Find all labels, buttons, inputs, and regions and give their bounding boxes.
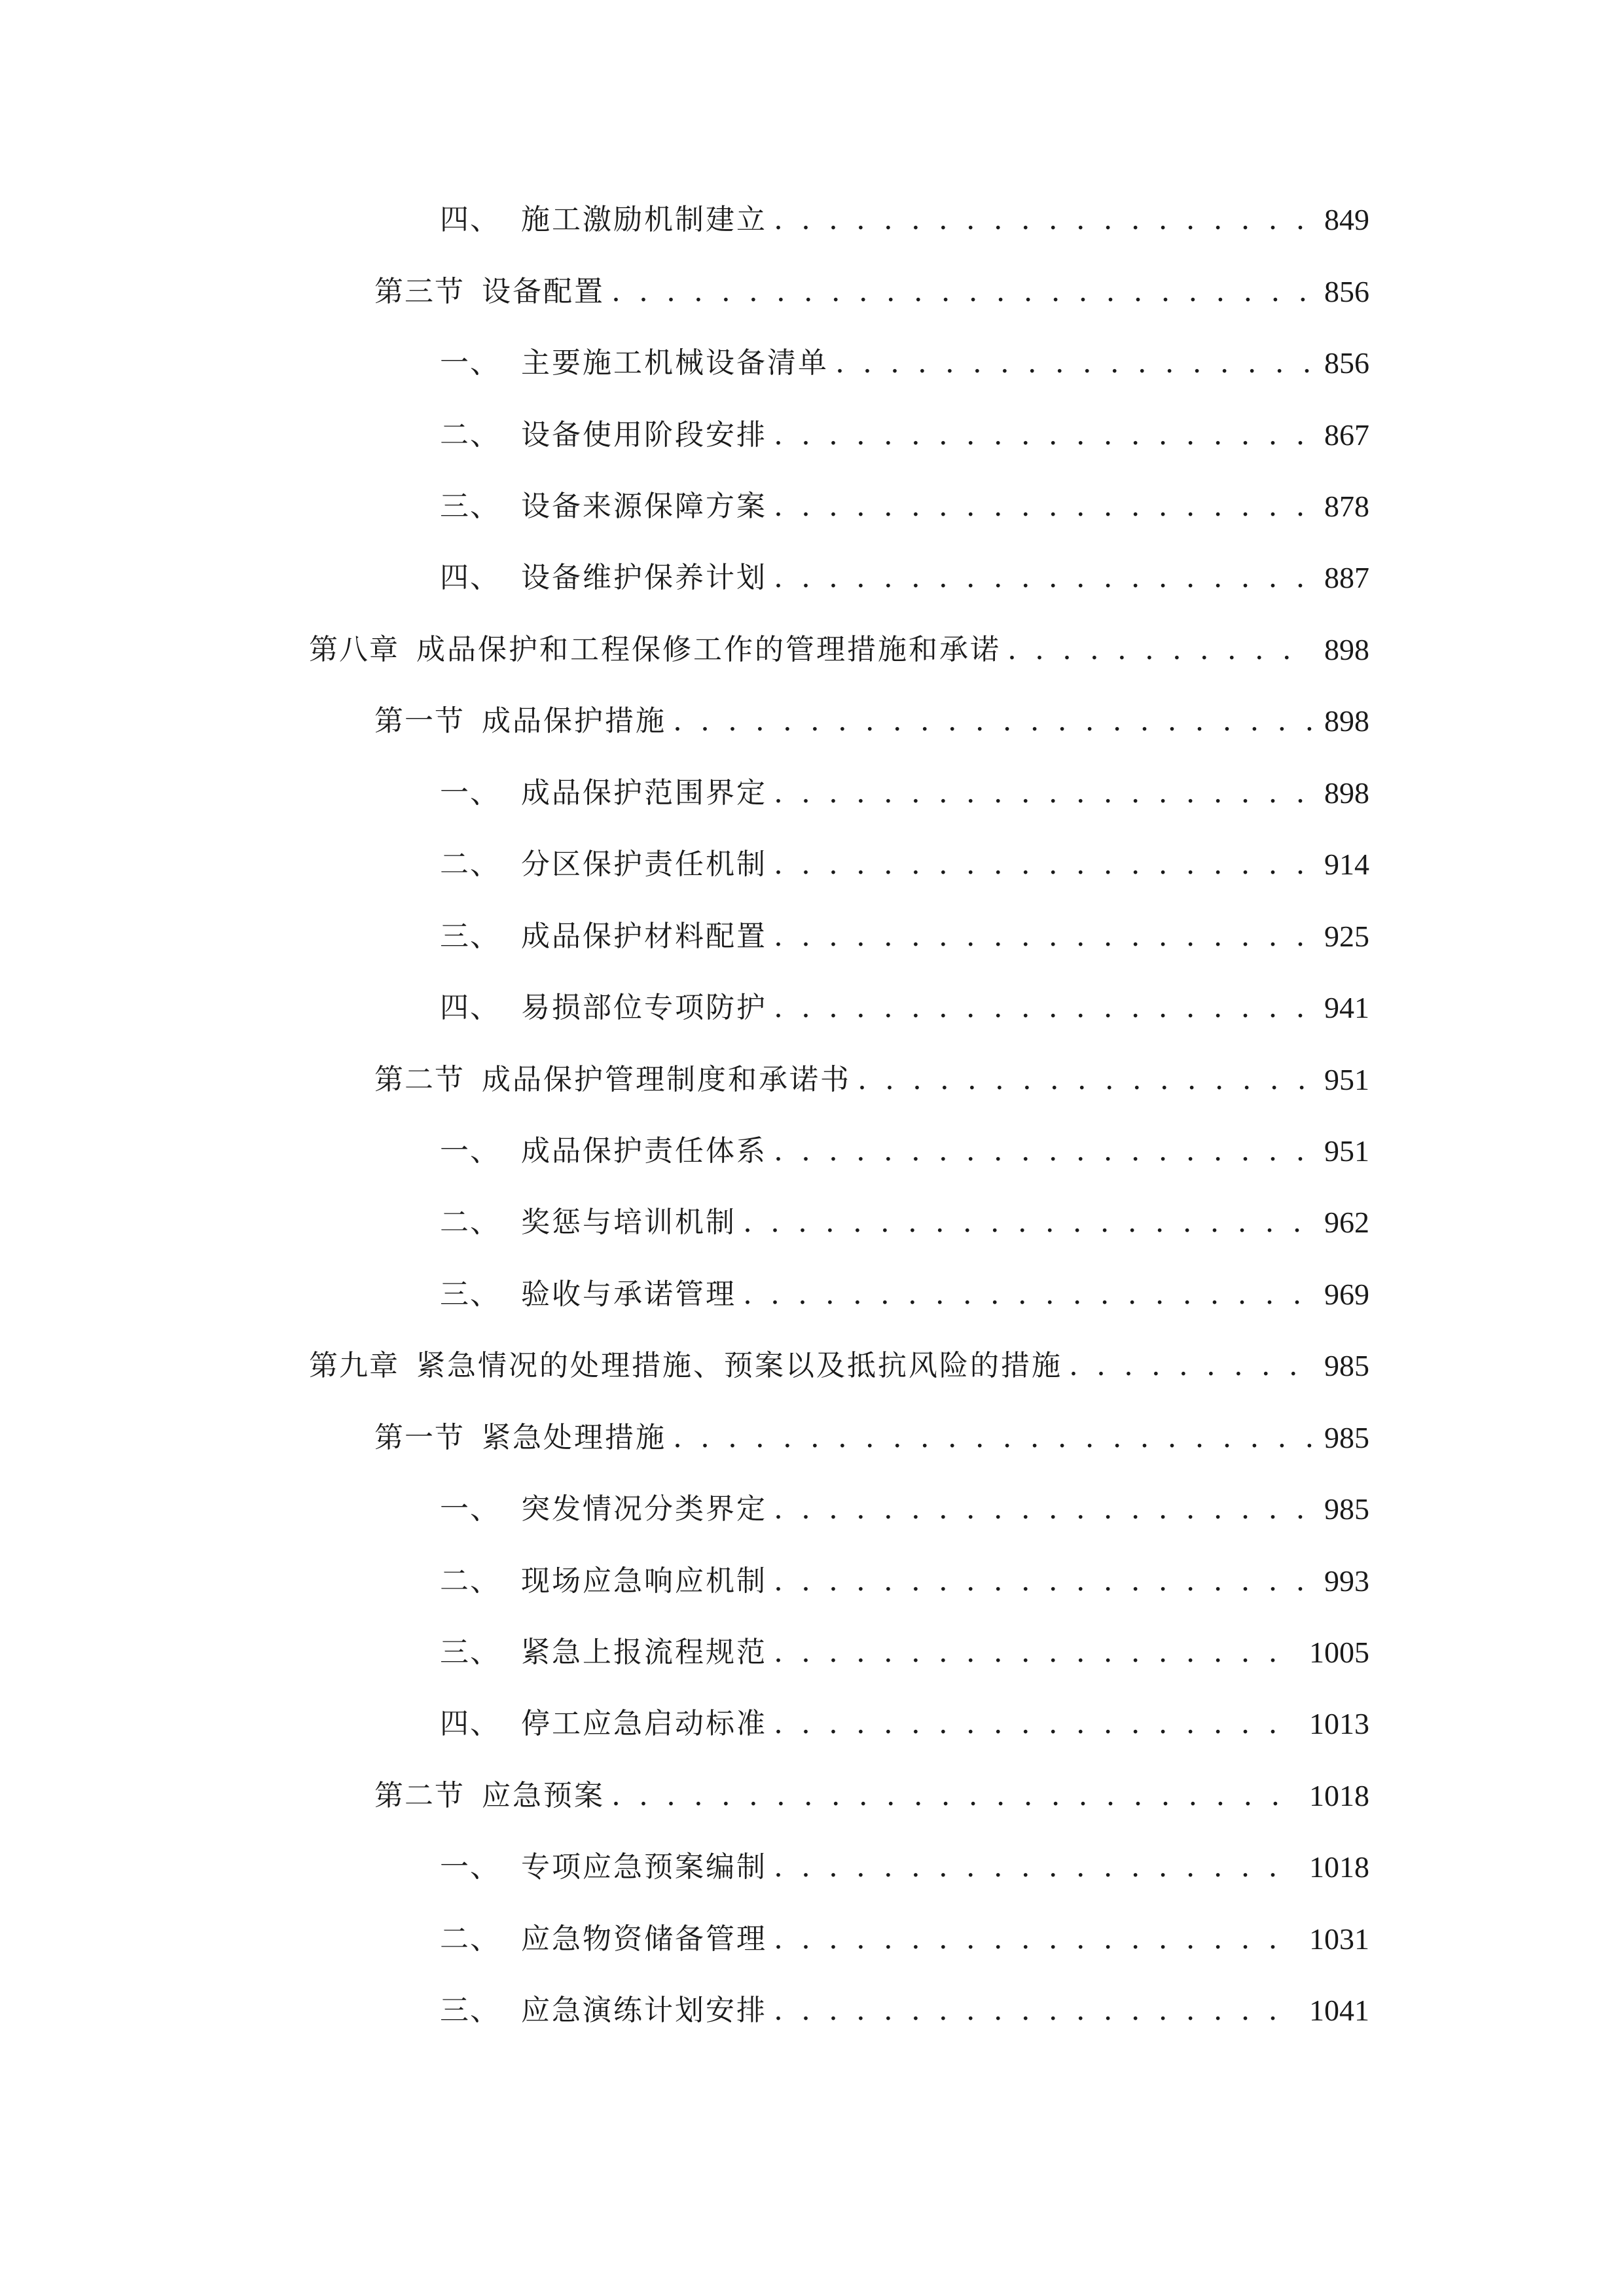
toc-entry-title: 设备配置 xyxy=(482,275,605,308)
toc-entry[interactable] xyxy=(374,1412,1369,1464)
toc-entry-number: 一、 xyxy=(440,1134,500,1168)
toc-entry-number: 一、 xyxy=(440,1850,500,1884)
toc-entry[interactable] xyxy=(440,982,1369,1034)
toc-entry[interactable] xyxy=(440,337,1369,389)
toc-entry[interactable] xyxy=(440,1841,1369,1893)
toc-entry-page: 867 xyxy=(1324,418,1369,452)
toc-entry-title: 施工激励机制建立 xyxy=(521,203,767,236)
toc-dot-leader xyxy=(774,982,1312,1034)
toc-entry-title: 停工应急启动标准 xyxy=(521,1707,767,1740)
toc-entry-number: 一、 xyxy=(440,346,500,380)
toc-entry-number: 四、 xyxy=(440,1707,500,1740)
toc-entry-page: 878 xyxy=(1324,490,1369,523)
toc-entry[interactable] xyxy=(374,266,1369,318)
toc-dot-leader xyxy=(774,552,1312,604)
toc-entry-number: 一、 xyxy=(440,1492,500,1526)
toc-entry-title: 分区保护责任机制 xyxy=(521,848,767,881)
toc-dot-leader xyxy=(774,910,1312,963)
toc-entry[interactable] xyxy=(440,767,1369,819)
toc-entry-page: 898 xyxy=(1324,776,1369,810)
toc-entry[interactable] xyxy=(374,695,1369,747)
toc-dot-leader xyxy=(774,838,1312,891)
toc-dot-leader xyxy=(673,695,1312,747)
toc-entry-number: 三、 xyxy=(440,1278,500,1311)
toc-entry-title: 成品保护责任体系 xyxy=(521,1134,767,1168)
toc-entry-title: 易损部位专项防护 xyxy=(521,991,767,1024)
toc-entry-number: 三、 xyxy=(440,1636,500,1669)
toc-entry-page: 993 xyxy=(1324,1564,1369,1598)
toc-entry[interactable] xyxy=(440,1125,1369,1177)
toc-entry-title: 成品保护和工程保修工作的管理措施和承诺 xyxy=(416,633,1001,666)
toc-entry-title: 成品保护材料配置 xyxy=(521,920,767,953)
toc-entry-page: 969 xyxy=(1324,1278,1369,1311)
toc-entry-page: 985 xyxy=(1324,1421,1369,1454)
toc-entry-title: 专项应急预案编制 xyxy=(521,1850,767,1884)
toc-entry[interactable] xyxy=(440,409,1369,461)
toc-entry[interactable] xyxy=(309,624,1369,676)
toc-dot-leader xyxy=(774,1913,1297,1965)
toc-dot-leader xyxy=(743,1196,1312,1249)
toc-entry-page: 1018 xyxy=(1309,1850,1369,1884)
toc-dot-leader xyxy=(1007,624,1312,676)
toc-entry-number: 第九章 xyxy=(309,1349,399,1382)
toc-dot-leader xyxy=(774,480,1312,533)
toc-entry-number: 四、 xyxy=(440,203,500,236)
toc-dot-leader xyxy=(835,337,1312,389)
toc-entry[interactable] xyxy=(440,552,1369,604)
toc-dot-leader xyxy=(774,409,1312,461)
toc-entry-number: 第三节 xyxy=(374,275,465,308)
toc-entry-page: 914 xyxy=(1324,848,1369,881)
toc-entry-title: 应急演练计划安排 xyxy=(521,1994,767,2027)
toc-entry-title: 成品保护措施 xyxy=(482,704,666,738)
toc-entry[interactable] xyxy=(440,1913,1369,1965)
toc-entry-page: 941 xyxy=(1324,991,1369,1024)
toc-entry-title: 应急预案 xyxy=(482,1779,605,1812)
toc-entry-title: 设备维护保养计划 xyxy=(521,561,767,594)
toc-entry[interactable] xyxy=(374,1054,1369,1106)
toc-entry-page: 856 xyxy=(1324,275,1369,308)
toc-entry-page: 1013 xyxy=(1309,1707,1369,1740)
toc-entry-page: 1031 xyxy=(1309,1922,1369,1956)
toc-dot-leader xyxy=(774,1555,1312,1607)
toc-entry[interactable] xyxy=(440,1268,1369,1321)
toc-entry-title: 设备来源保障方案 xyxy=(521,490,767,523)
toc-entry[interactable] xyxy=(440,194,1369,246)
toc-dot-leader xyxy=(774,194,1312,246)
toc-entry-number: 一、 xyxy=(440,776,500,810)
toc-entry-title: 验收与承诺管理 xyxy=(521,1278,736,1311)
toc-entry-number: 三、 xyxy=(440,490,500,523)
toc-entry-title: 成品保护管理制度和承诺书 xyxy=(482,1063,851,1096)
toc-entry[interactable] xyxy=(440,1984,1369,2037)
toc-entry[interactable] xyxy=(440,480,1369,533)
toc-entry-page: 1018 xyxy=(1309,1779,1369,1812)
toc-dot-leader xyxy=(743,1268,1312,1321)
toc-entry-title: 紧急情况的处理措施、预案以及抵抗风险的措施 xyxy=(416,1349,1062,1382)
toc-entry[interactable] xyxy=(440,1626,1369,1679)
toc-dot-leader xyxy=(611,266,1312,318)
toc-entry-title: 主要施工机械设备清单 xyxy=(521,346,829,380)
toc-entry-title: 紧急处理措施 xyxy=(482,1421,666,1454)
toc-entry-page: 887 xyxy=(1324,561,1369,594)
toc-dot-leader xyxy=(857,1054,1312,1106)
toc-entry-page: 1041 xyxy=(1309,1994,1369,2027)
toc-dot-leader xyxy=(774,1698,1297,1750)
toc-entry-page: 925 xyxy=(1324,920,1369,953)
toc-entry-title: 设备使用阶段安排 xyxy=(521,418,767,452)
toc-entry-number: 第二节 xyxy=(374,1063,465,1096)
toc-entry-number: 第一节 xyxy=(374,1421,465,1454)
toc-dot-leader xyxy=(774,1125,1312,1177)
toc-dot-leader xyxy=(774,1984,1297,2037)
toc-entry[interactable] xyxy=(440,1555,1369,1607)
toc-entry-page: 951 xyxy=(1324,1063,1369,1096)
toc-entry[interactable] xyxy=(440,1483,1369,1535)
toc-entry-page: 951 xyxy=(1324,1134,1369,1168)
toc-entry-number: 二、 xyxy=(440,1206,500,1239)
toc-entry-number: 四、 xyxy=(440,991,500,1024)
toc-dot-leader xyxy=(774,1626,1297,1679)
toc-dot-leader xyxy=(1069,1340,1312,1392)
toc-entry-number: 四、 xyxy=(440,561,500,594)
toc-entry-page: 856 xyxy=(1324,346,1369,380)
toc-entry-page: 898 xyxy=(1324,633,1369,666)
toc-dot-leader xyxy=(673,1412,1312,1464)
toc-dot-leader xyxy=(774,1483,1312,1535)
toc-entry[interactable] xyxy=(440,1196,1369,1249)
toc-entry-number: 三、 xyxy=(440,1994,500,2027)
toc-entry-page: 898 xyxy=(1324,704,1369,738)
toc-dot-leader xyxy=(774,767,1312,819)
toc-entry-page: 962 xyxy=(1324,1206,1369,1239)
toc-entry-page: 1005 xyxy=(1309,1636,1369,1669)
toc-entry-number: 二、 xyxy=(440,418,500,452)
toc-entry[interactable] xyxy=(440,910,1369,963)
toc-entry-page: 985 xyxy=(1324,1492,1369,1526)
toc-entry-number: 第一节 xyxy=(374,704,465,738)
toc-entry-number: 三、 xyxy=(440,920,500,953)
toc-dot-leader xyxy=(611,1770,1297,1822)
toc-entry[interactable] xyxy=(440,838,1369,891)
toc-entry-title: 现场应急响应机制 xyxy=(521,1564,767,1598)
toc-entry[interactable] xyxy=(440,1698,1369,1750)
toc-entry-page: 849 xyxy=(1324,203,1369,236)
toc-entry-number: 第八章 xyxy=(309,633,399,666)
toc-entry-title: 突发情况分类界定 xyxy=(521,1492,767,1526)
toc-dot-leader xyxy=(774,1841,1297,1893)
toc-entry-number: 二、 xyxy=(440,848,500,881)
toc-entry-title: 成品保护范围界定 xyxy=(521,776,767,810)
toc-entry-number: 第二节 xyxy=(374,1779,465,1812)
toc-entry-page: 985 xyxy=(1324,1349,1369,1382)
toc-entry-title: 奖惩与培训机制 xyxy=(521,1206,736,1239)
toc-entry[interactable] xyxy=(309,1340,1369,1392)
toc-entry-number: 二、 xyxy=(440,1564,500,1598)
toc-entry-title: 应急物资储备管理 xyxy=(521,1922,767,1956)
toc-entry[interactable] xyxy=(374,1770,1369,1822)
toc-entry-number: 二、 xyxy=(440,1922,500,1956)
toc-entry-title: 紧急上报流程规范 xyxy=(521,1636,767,1669)
